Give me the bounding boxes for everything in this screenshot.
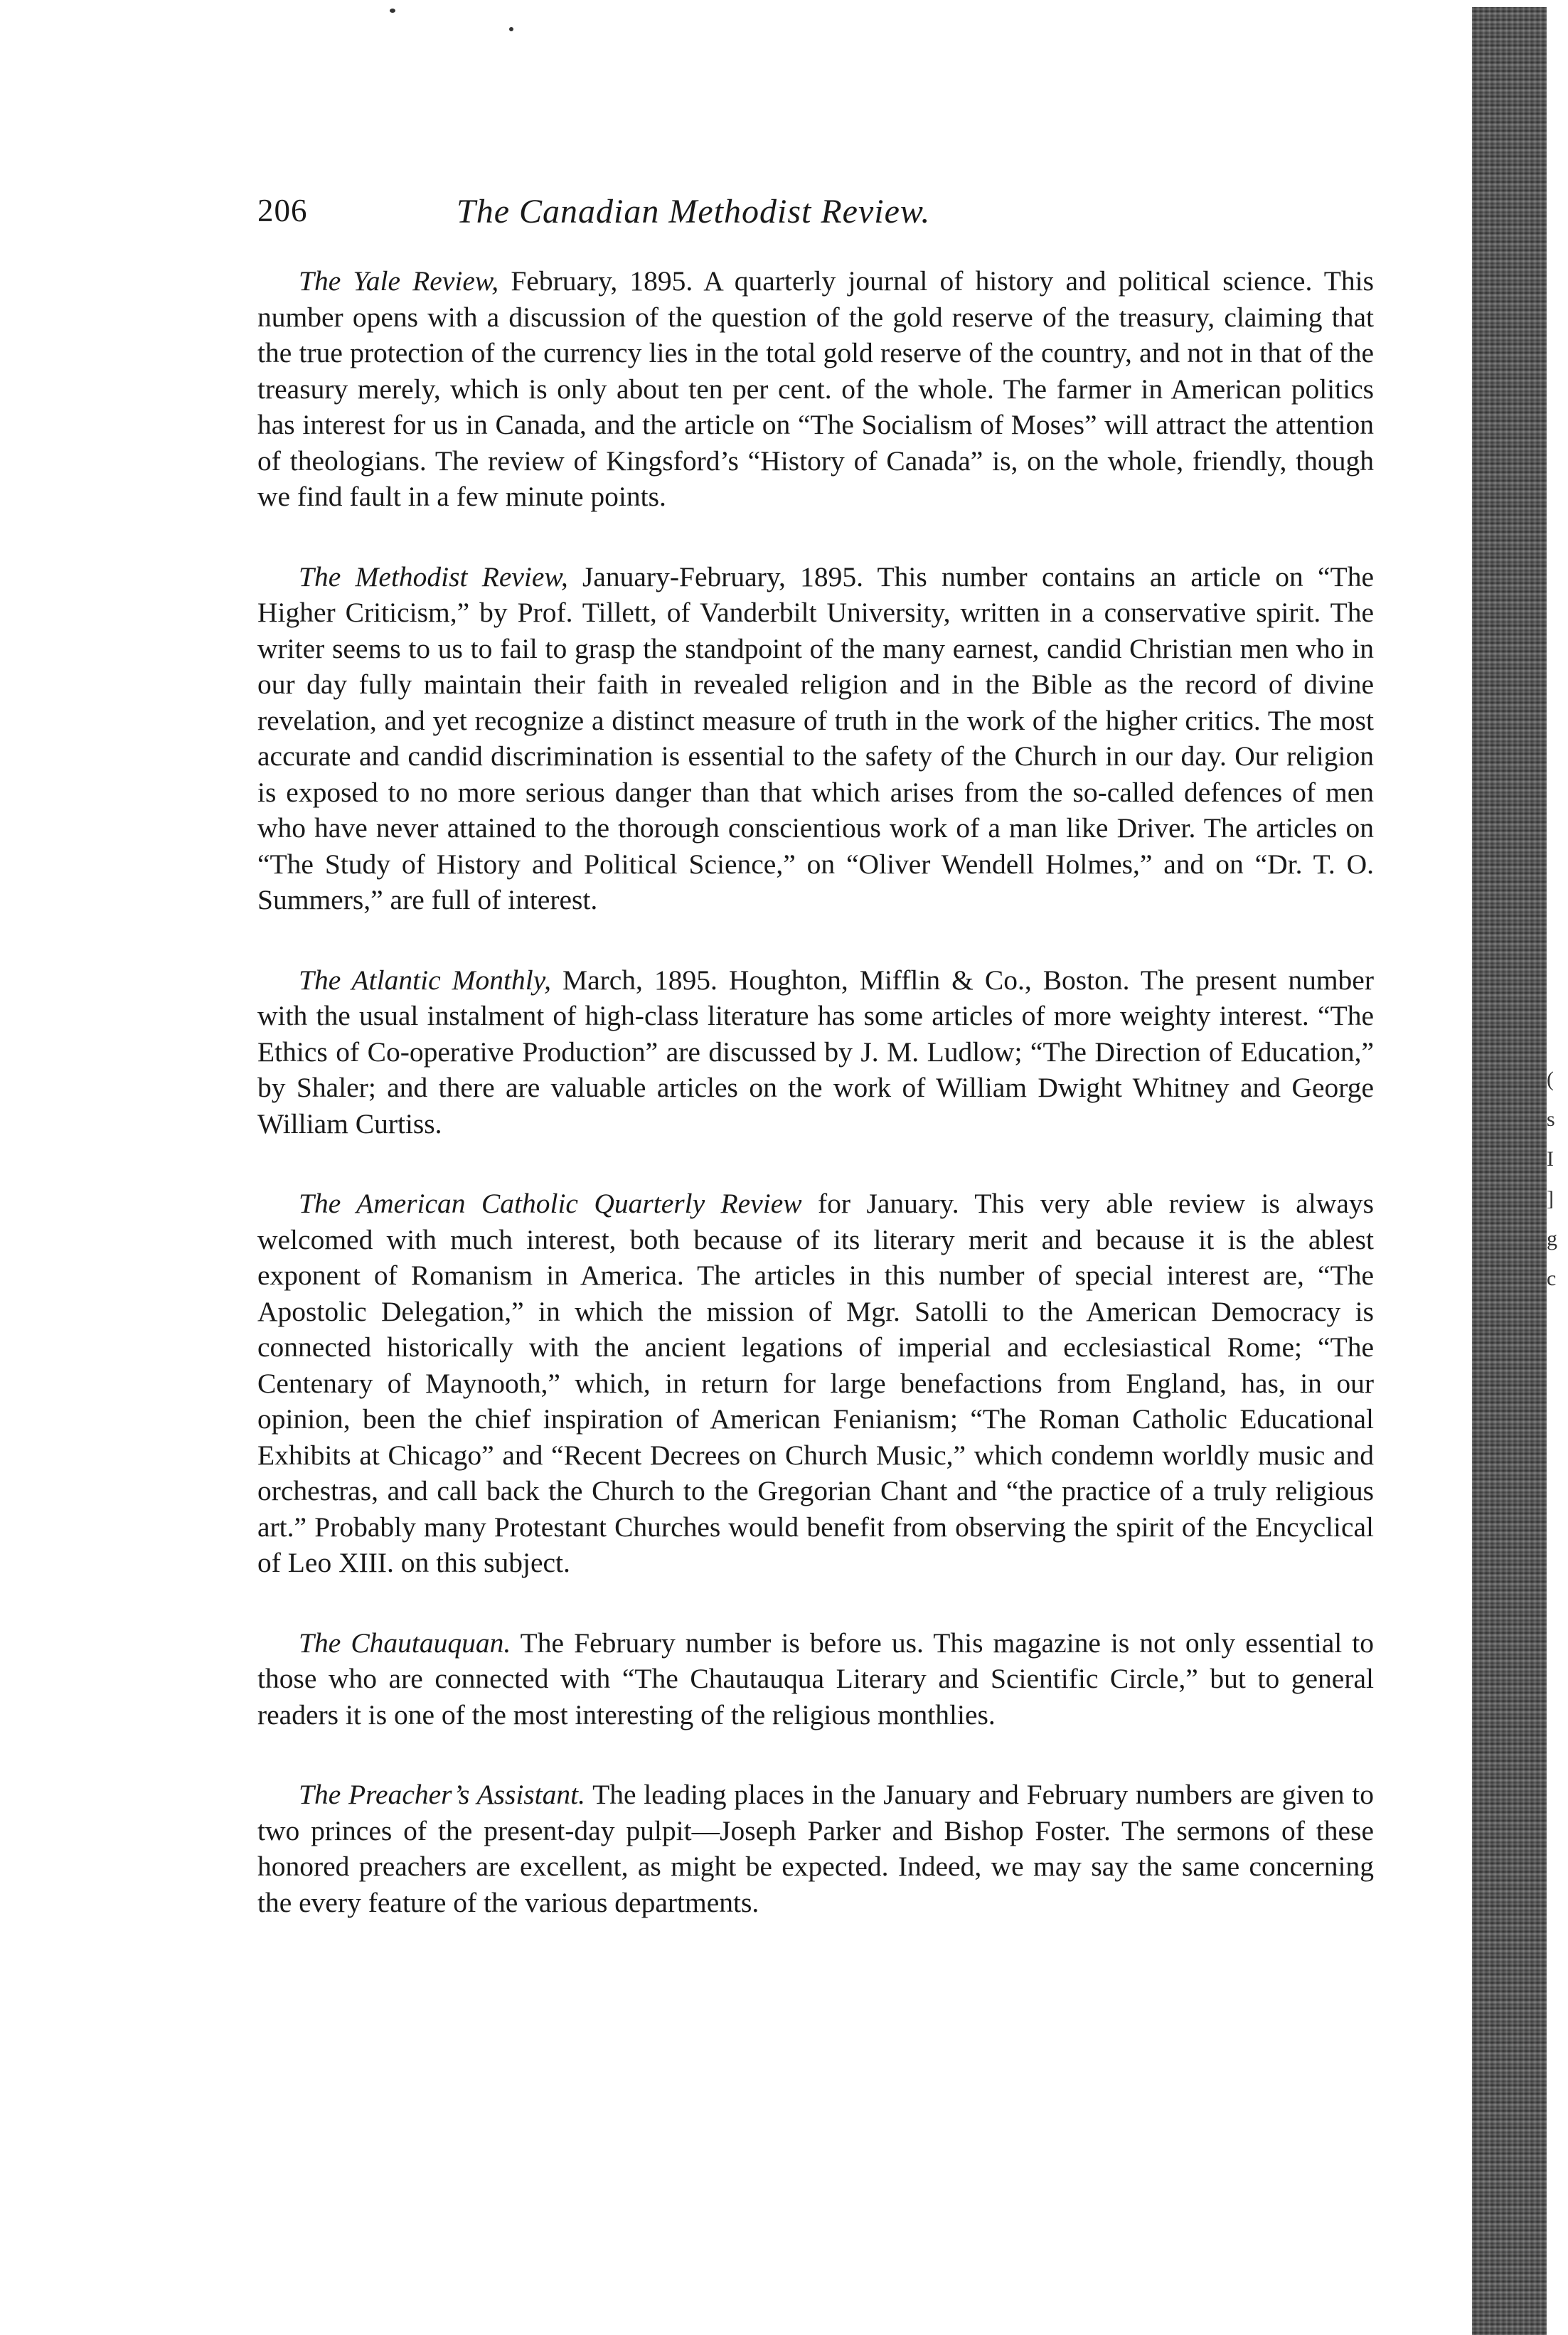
review-title: The Atlantic Monthly, (299, 964, 551, 996)
review-title: The Methodist Review, (299, 560, 568, 592)
review-methodist (257, 559, 1374, 918)
review-yale (257, 263, 1374, 515)
review-body: The February number is before us. This magazine is not only essential to those who are connected with “The Chautauqua Literary and Scientific Circle,” but to general readers it is one of the most interesting of the religious monthlies. (257, 1627, 1375, 1730)
review-column (257, 263, 1374, 1964)
page-header (257, 192, 1438, 242)
review-body: for January. This very able review is always welcomed with much interest, both because of its literary merit and because it is the ablest exponent of Romanism in America. The articles in this number of special interest are, “The Apostolic Delegation,” in which the mission of Mgr. Satolli to the American Democracy is connected historically with the ancient legations of imperial and ecclesiastical Rome; “The Centenary of Maynooth,” which, in return for large benefactions from England, has, in our opinion, been the chief inspiration of American Fenianism; “The Roman Catholic Educational Exhibits at Chicago” and “Recent Decrees on Church Music,” which condemn worldly music and orchestras, and call back the Church to the Gregorian Chant and “the practice of a truly religious art.” Probably many Protestant Churches would benefit from observing the spirit of the Encyclical of Leo XIII. on this subject. (257, 1188, 1374, 1578)
review-body: January-February, 1895. This number contains an article on “The Higher Criticism,” by Prof. Tillett, of Vanderbilt University, written in a conservative spirit. The writer seems to us to fail to grasp the standpoint of the many earnest, candid Christian men who in our day fully maintain their faith in revealed religion and in the Bible as the record of divine revelation, and yet recognize a distinct measure of truth in the work of the higher critics. The most accurate and candid discrimination is essential to the safety of the Church in our day. Our religion is exposed to no more serious danger than that which arises from the so-called defences of men who have never attained to the thorough conscientious work of a man like Driver. The articles on “The Study of History and Political Science,” on “Oliver Wendell Holmes,” and on “Dr. T. O. Summers,” are full of interest. (257, 560, 1374, 915)
running-title: The Canadian Methodist Review. (457, 193, 931, 230)
margin-glyph: ( (1547, 1068, 1554, 1091)
margin-glyphs (1547, 1060, 1568, 1299)
review-title: The Chautauquan. (299, 1627, 511, 1659)
margin-glyph: g (1547, 1227, 1557, 1250)
review-title: The Yale Review, (299, 265, 499, 297)
review-atlantic (257, 962, 1374, 1142)
review-catholic-quarterly (257, 1186, 1374, 1581)
margin-glyph: s (1547, 1107, 1555, 1131)
review-chautauquan (257, 1625, 1374, 1733)
review-body: The leading places in the January and February numbers are given to two princes of the present-day pulpit—Joseph Parker and Bishop Foster. The sermons of these honored preachers are excellent, as might be expected. Indeed, we may say the same concerning the every feature of the various departments. (257, 1779, 1375, 1918)
review-preachers-assistant (257, 1777, 1374, 1920)
review-body: February, 1895. A quarterly journal of history and political science. This number opens with a discussion of the question of the gold reserve of the treasury, claiming that the true protection of the currency lies in the total gold reserve of the country, and not in that of the treasury merely, which is only about ten per cent. of the whole. The farmer in American politics has interest for us in Canada, and the article on “The Socialism of Moses” will attract the attention of theologians. The review of Kingsford’s “History of Canada” is, on the whole, friendly, though we find fault in a few minute points. (257, 265, 1374, 512)
binding-edge (1472, 7, 1547, 2335)
margin-glyph: I (1547, 1147, 1554, 1171)
margin-glyph: ] (1547, 1187, 1554, 1211)
stray-mark (390, 9, 395, 13)
review-title: The Preacher’s Assistant. (299, 1779, 586, 1810)
page-number: 206 (257, 193, 308, 228)
stray-mark (509, 27, 513, 31)
margin-glyph: c (1547, 1267, 1557, 1290)
review-title: The American Catholic Quarterly Review (299, 1188, 802, 1219)
review-body: March, 1895. Houghton, Mifflin & Co., Boston. The present number with the usual instalment of high-class literature has some articles of more weighty interest. “The Ethics of Co-operative Production” are discussed by J. M. Ludlow; “The Direction of Education,” by Shaler; and there are valuable articles on the work of William Dwight Whitney and George William Curtiss. (257, 964, 1374, 1139)
